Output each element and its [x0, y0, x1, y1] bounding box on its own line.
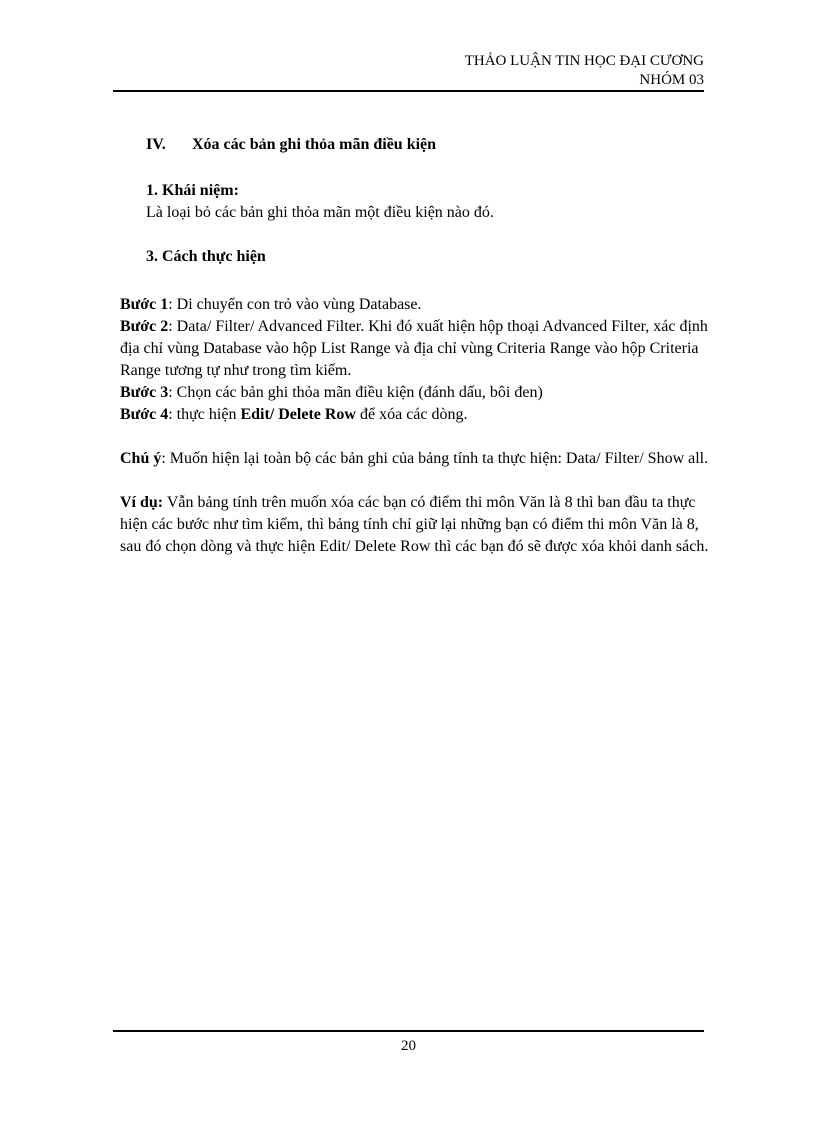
page-number: 20 — [401, 1038, 416, 1054]
step-text-tail: để xóa các dòng. — [355, 406, 468, 423]
page-body — [120, 134, 710, 558]
step-label: Bước 1 — [120, 296, 169, 313]
section-title: Xóa các bản ghi thỏa mãn điều kiện — [192, 136, 437, 153]
method-heading: 3. Cách thực hiện — [146, 248, 266, 265]
step-command: Edit/ Delete Row — [240, 406, 356, 423]
example-text: Vẫn bảng tính trên muốn xóa các bạn có điểm thi môn Văn là 8 thì ban đầu ta thực hiện các bước như tìm kiếm, thì bảng tính chỉ giữ lại những bạn có điểm thi môn Văn là 8, sau đó chọn dòng và thực hiện Edit/ Delete Row thì các bạn đó sẽ được xóa khỏi danh sách. — [120, 494, 709, 555]
step-1 — [120, 294, 710, 316]
step-4 — [120, 404, 710, 426]
step-text: : Di chuyển con trỏ vào vùng Database. — [168, 296, 422, 313]
step-label: Bước 4 — [120, 406, 169, 423]
note-label: Chú ý — [120, 450, 162, 467]
section-number: IV. — [146, 136, 166, 153]
note-text: : Muốn hiện lại toàn bộ các bản ghi của bảng tính ta thực hiện: Data/ Filter/ Show all. — [161, 450, 709, 467]
steps-list — [120, 294, 710, 426]
step-label: Bước 3 — [120, 384, 169, 401]
example-paragraph — [120, 492, 710, 558]
page-header — [113, 52, 704, 90]
header-title: THẢO LUẬN TIN HỌC ĐẠI CƯƠNG — [464, 53, 704, 69]
example-label: Ví dụ: — [120, 494, 164, 511]
step-label: Bước 2 — [120, 318, 169, 335]
step-3 — [120, 382, 710, 404]
step-2 — [120, 316, 710, 382]
step-text: : Data/ Filter/ Advanced Filter. Khi đó xuất hiện hộp thoại Advanced Filter, xác định địa chỉ vùng Database vào hộp List Range và địa chỉ vùng Criteria Range vào hộp Criteria Range tương tự như trong tìm kiếm. — [120, 318, 708, 379]
header-group: NHÓM 03 — [639, 72, 704, 88]
footer-rule — [113, 1030, 704, 1032]
header-rule — [113, 90, 704, 92]
section-heading — [120, 134, 710, 156]
note-paragraph — [120, 448, 710, 470]
step-text: : Chọn các bản ghi thỏa mãn điều kiện (đánh dấu, bôi đen) — [168, 384, 543, 401]
concept-heading: 1. Khái niệm: — [146, 182, 239, 199]
step-text: : thực hiện — [168, 406, 241, 423]
concept-text: Là loại bỏ các bản ghi thỏa mãn một điều kiện nào đó. — [146, 204, 494, 221]
